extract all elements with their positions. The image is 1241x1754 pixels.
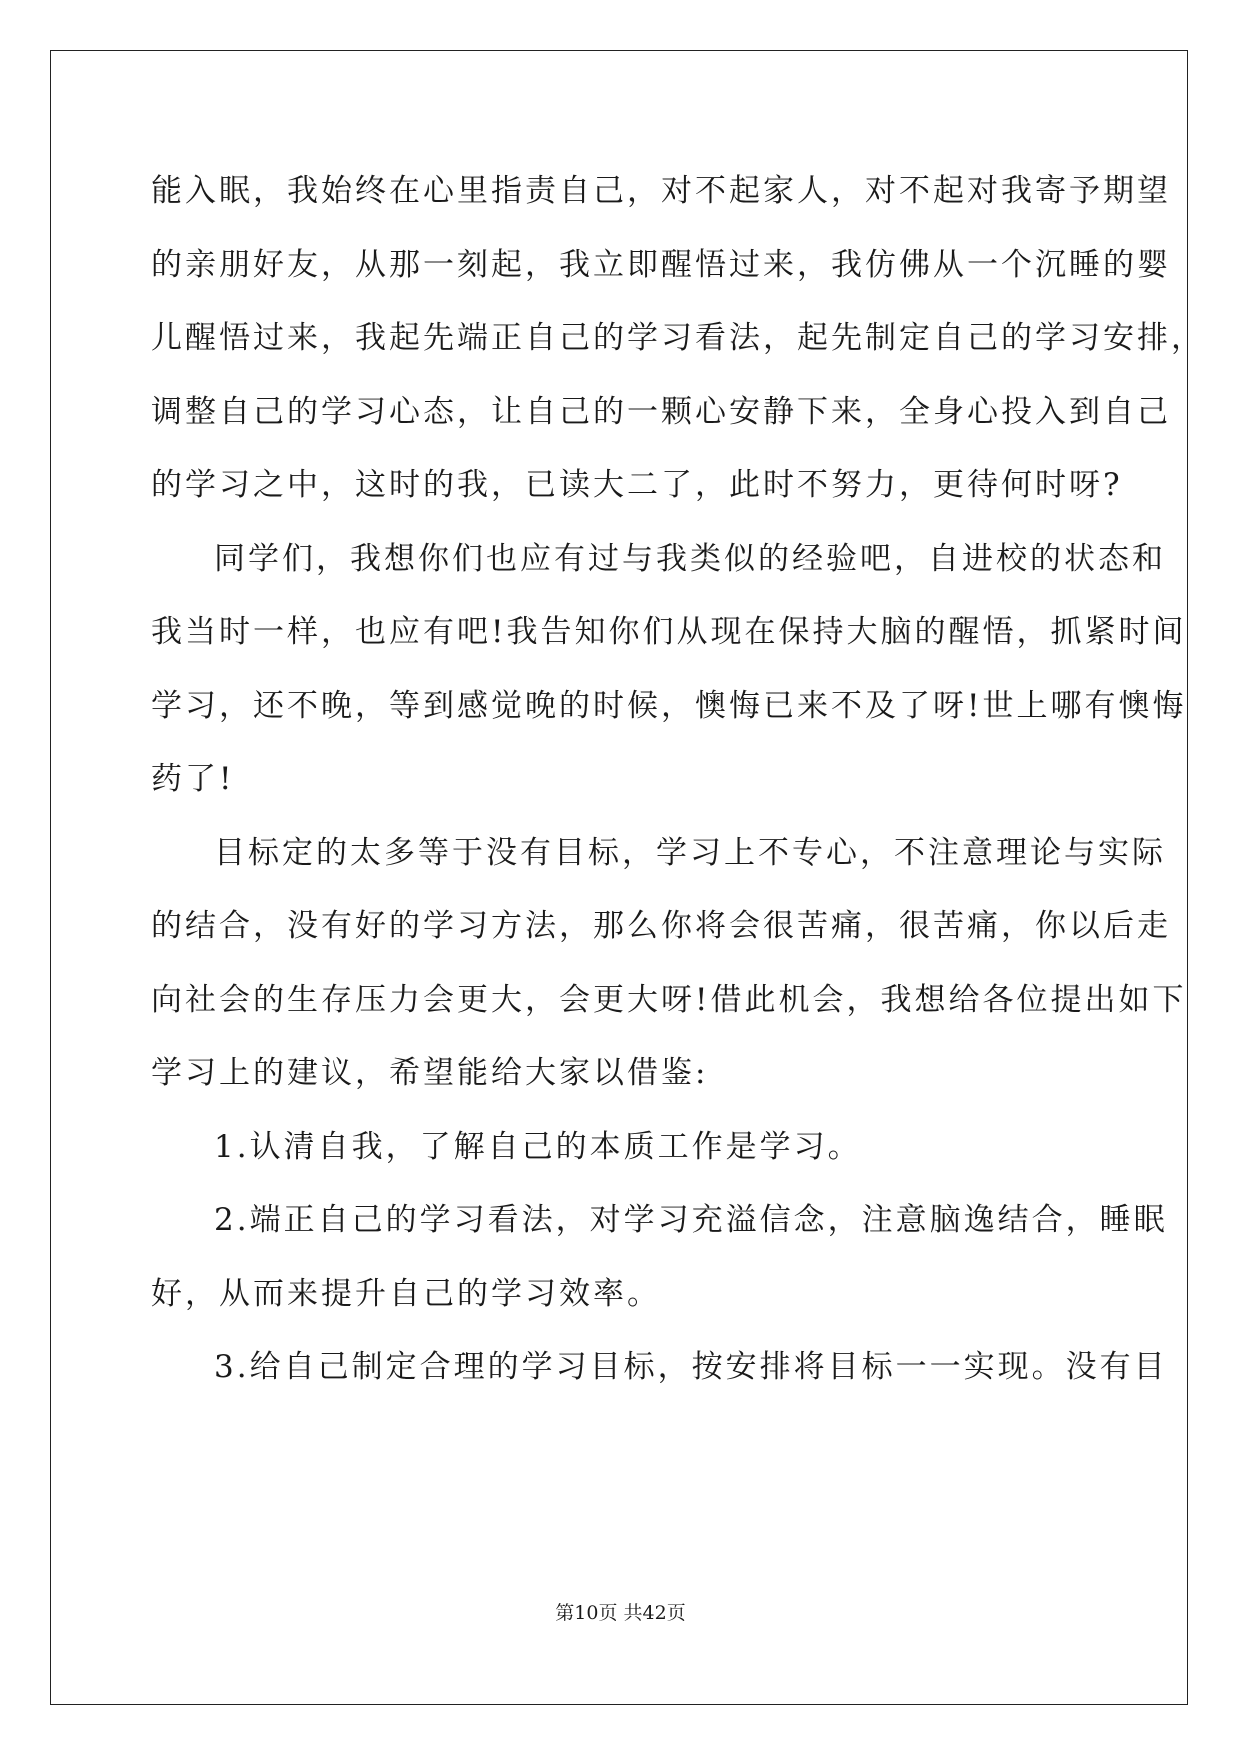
text-line: 向社会的生存压力会更大，会更大呀!借此机会，我想给各位提出如下 (151, 981, 1187, 1018)
page-footer: 第10页 共42页 (555, 1602, 686, 1624)
text-line: 我当时一样，也应有吧!我告知你们从现在保持大脑的醒悟，抓紧时间 (151, 614, 1187, 650)
text-line: 能入眠，我始终在心里指责自己，对不起家人，对不起对我寄予期望 (151, 173, 1171, 209)
text-line: 学习上的建议，希望能给大家以借鉴: (151, 1055, 709, 1091)
text-line: 目标定的太多等于没有目标，学习上不专心，不注意理论与实际 (214, 834, 1166, 871)
text-line: 调整自己的学习心态，让自己的一颗心安静下来，全身心投入到自己 (151, 393, 1171, 430)
text-line: 同学们，我想你们也应有过与我类似的经验吧，自进校的状态和 (214, 540, 1166, 577)
text-line: 3.给自己制定合理的学习目标，按安排将目标一一实现。没有目 (214, 1349, 1168, 1385)
text-line: 的结合，没有好的学习方法，那么你将会很苦痛，很苦痛，你以后走 (151, 908, 1171, 944)
text-line: 的亲朋好友，从那一刻起，我立即醒悟过来，我仿佛从一个沉睡的婴 (151, 246, 1171, 283)
text-line: 好，从而来提升自己的学习效率。 (151, 1275, 661, 1312)
text-line: 1.认清自我，了解自己的本质工作是学习。 (214, 1128, 862, 1165)
text-line: 儿醒悟过来，我起先端正自己的学习看法，起先制定自己的学习安排， (151, 320, 1205, 356)
text-line: 学习，还不晚，等到感觉晚的时候，懊悔已来不及了呀!世上哪有懊悔 (151, 687, 1187, 724)
text-line: 的学习之中，这时的我，已读大二了，此时不努力，更待何时呀? (151, 467, 1123, 503)
text-line: 药了! (151, 761, 235, 797)
document-body (151, 155, 1205, 1405)
text-line: 2.端正自己的学习看法，对学习充溢信念，注意脑逸结合，睡眠 (214, 1202, 1168, 1238)
